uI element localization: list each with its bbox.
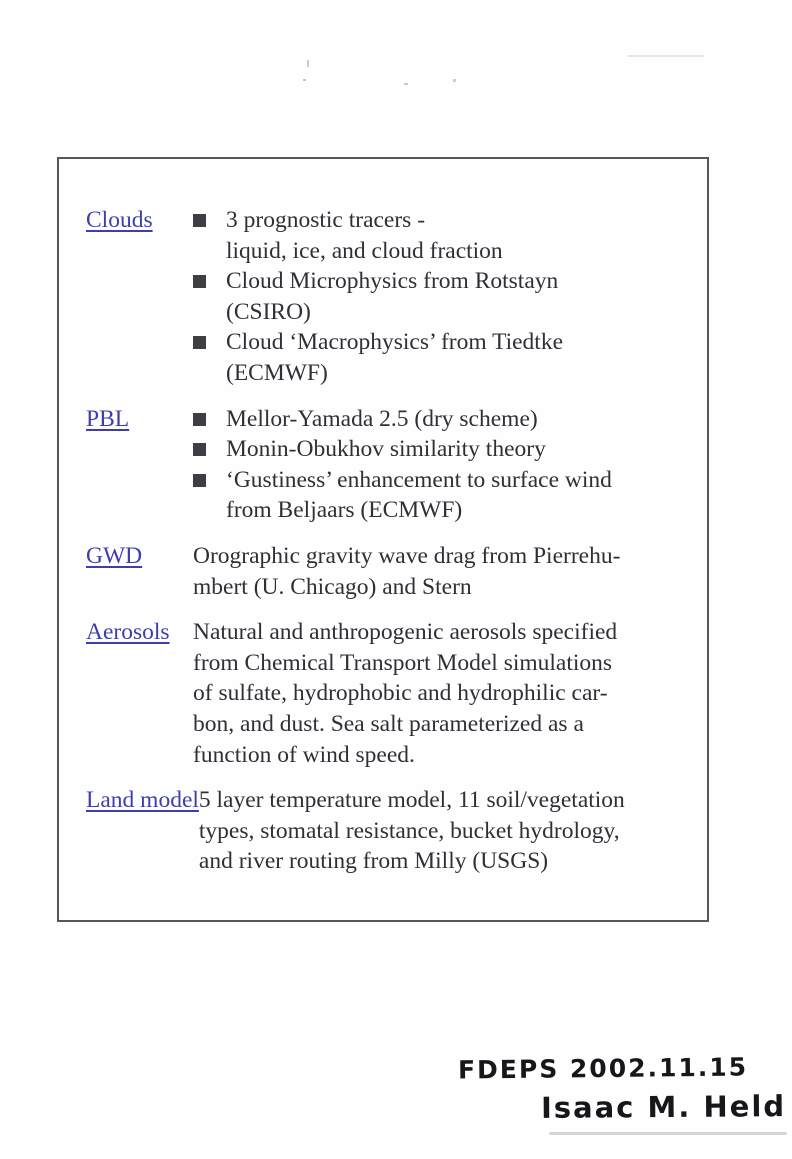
definition-list (59, 159, 707, 877)
text-line: (CSIRO) (226, 298, 311, 325)
bullet-text (226, 327, 563, 388)
bullet-text (226, 404, 538, 435)
term-label: Land model (86, 787, 199, 814)
text-line: function of wind speed. (193, 741, 415, 768)
text-line: ‘Gustiness’ enhancement to surface wind (226, 466, 612, 493)
term-label: PBL (86, 405, 130, 432)
scan-speck (628, 55, 704, 57)
text-line: 5 layer temperature model, 11 soil/vegetation (198, 787, 625, 814)
scan-speck (404, 83, 408, 85)
term-description (193, 541, 693, 602)
definition-section (59, 617, 707, 770)
square-bullet-icon (193, 413, 206, 426)
text-line: and river routing from Milly (USGS) (198, 848, 549, 875)
slide-border-box (57, 157, 709, 922)
square-bullet-icon (193, 443, 206, 456)
bullet-item (193, 434, 693, 465)
term-description (199, 785, 699, 877)
text-line: Cloud Microphysics from Rotstayn (226, 268, 559, 295)
text-line: mbert (U. Chicago) and Stern (193, 573, 472, 600)
handwritten-date: FDEPS 2002.11.15 (457, 1052, 749, 1085)
handwritten-author: Isaac M. Held (540, 1089, 787, 1125)
text-line: types, stomatal resistance, bucket hydrology, (198, 817, 620, 844)
text-line: 3 prognostic tracers - (226, 207, 426, 233)
term-description (193, 205, 693, 389)
bullet-text (226, 266, 558, 327)
text-line: Orographic gravity wave drag from Pierrehu- (193, 542, 621, 569)
scan-speck (303, 79, 306, 81)
bullet-item (193, 266, 693, 327)
square-bullet-icon (193, 214, 206, 227)
handwritten-underline-smudge (549, 1132, 787, 1135)
scan-speck (453, 79, 456, 82)
text-line: liquid, ice, and cloud fraction (226, 237, 503, 264)
definition-section (59, 205, 707, 389)
bullet-item (193, 205, 693, 266)
text-line: bon, and dust. Sea salt parameterized as a (193, 710, 584, 737)
term-label: Clouds (86, 207, 153, 233)
bullet-text (226, 434, 546, 465)
text-line: Mellor-Yamada 2.5 (dry scheme) (226, 405, 538, 432)
text-line: of sulfate, hydrophobic and hydrophilic car- (193, 680, 608, 707)
term-description (193, 404, 693, 526)
bullet-item (193, 404, 693, 435)
definition-section (59, 785, 707, 877)
term-label: Aerosols (86, 619, 170, 646)
text-line: Cloud ‘Macrophysics’ from Tiedtke (226, 329, 564, 356)
square-bullet-icon (193, 275, 206, 288)
bullet-text (226, 465, 612, 526)
definition-section (59, 541, 707, 602)
text-line: Monin-Obukhov similarity theory (226, 436, 546, 463)
bullet-item (193, 327, 693, 388)
text-line: from Beljaars (ECMWF) (226, 497, 463, 524)
square-bullet-icon (193, 336, 206, 349)
text-line: Natural and anthropogenic aerosols specified (193, 619, 618, 646)
bullet-text (226, 205, 503, 266)
bullet-item (193, 465, 693, 526)
scan-speck (307, 60, 309, 67)
text-line: (ECMWF) (226, 359, 328, 386)
definition-section (59, 404, 707, 526)
term-label: GWD (86, 542, 143, 569)
square-bullet-icon (193, 474, 206, 487)
text-line: from Chemical Transport Model simulations (193, 649, 613, 676)
term-description (193, 617, 693, 770)
